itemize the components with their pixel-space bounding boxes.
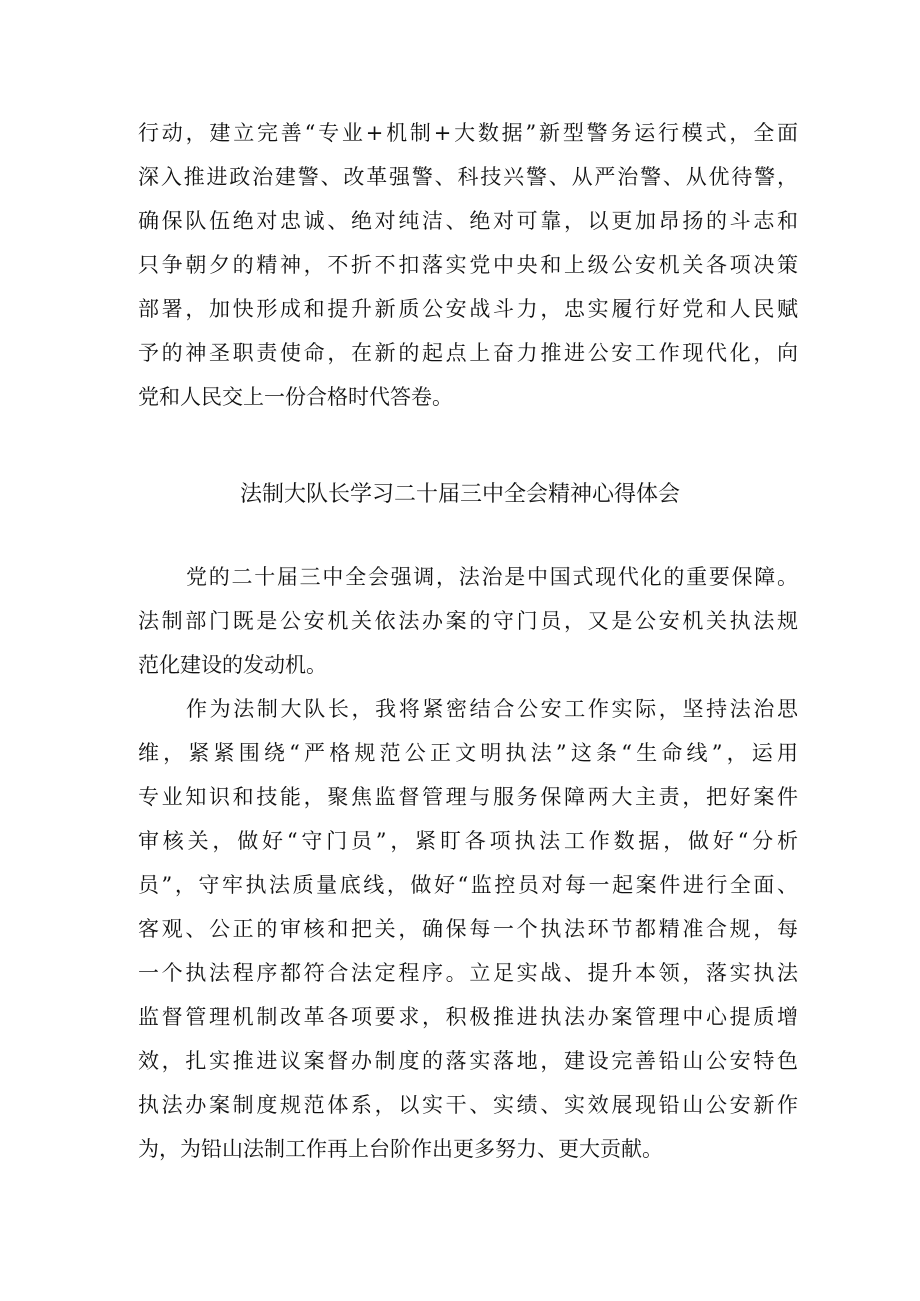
body-text-line: 一个执法程序都符合法定程序。立足实战、提升本领，落实执法 (138, 961, 798, 985)
body-text-line: 党和人民交上一份合格时代答卷。 (138, 385, 453, 409)
body-text-line: 法制部门既是公安机关依法办案的守门员，又是公安机关执法规 (138, 609, 798, 633)
article-title: 法制大队长学习二十届三中全会精神心得体会 (239, 482, 680, 507)
body-text-line: 深入推进政治建警、改革强警、科技兴警、从严治警、从优待警， (138, 165, 798, 189)
body-text-line: 行动，建立完善“专业+机制+大数据”新型警务运行模式，全面 (138, 121, 798, 145)
body-text-line: 确保队伍绝对忠诚、绝对纯洁、绝对可靠，以更加昂扬的斗志和 (138, 209, 798, 233)
body-text-line: 审核关，做好“守门员”，紧盯各项执法工作数据，做好“分析 (138, 829, 798, 853)
body-text-line: 执法办案制度规范体系，以实干、实绩、实效展现铅山公安新作 (138, 1093, 798, 1117)
body-text-line: 只争朝夕的精神，不折不扣落实党中央和上级公安机关各项决策 (138, 253, 798, 277)
body-text-line: 维，紧紧围绕“严格规范公正文明执法”这条“生命线”，运用 (138, 741, 798, 765)
body-text-line: 客观、公正的审核和把关，确保每一个执法环节都精准合规，每 (138, 917, 798, 941)
body-text-line: 员”，守牢执法质量底线，做好“监控员对每一起案件进行全面、 (138, 873, 798, 897)
body-text-line: 为，为铅山法制工作再上台阶作出更多努力、更大贡献。 (138, 1137, 663, 1161)
body-text-line: 党的二十届三中全会强调，法治是中国式现代化的重要保障。 (186, 565, 798, 589)
body-text-line: 作为法制大队长，我将紧密结合公安工作实际，坚持法治思 (186, 697, 798, 721)
body-text-line: 效，扎实推进议案督办制度的落实落地，建设完善铅山公安特色 (138, 1049, 798, 1073)
body-text-line: 范化建设的发动机。 (138, 653, 327, 677)
body-text-line: 部署，加快形成和提升新质公安战斗力，忠实履行好党和人民赋 (138, 297, 798, 321)
body-text-line: 予的神圣职责使命，在新的起点上奋力推进公安工作现代化，向 (138, 341, 798, 365)
body-text-line: 监督管理机制改革各项要求，积极推进执法办案管理中心提质增 (138, 1005, 798, 1029)
body-text-line: 专业知识和技能，聚焦监督管理与服务保障两大主责，把好案件 (138, 785, 798, 809)
